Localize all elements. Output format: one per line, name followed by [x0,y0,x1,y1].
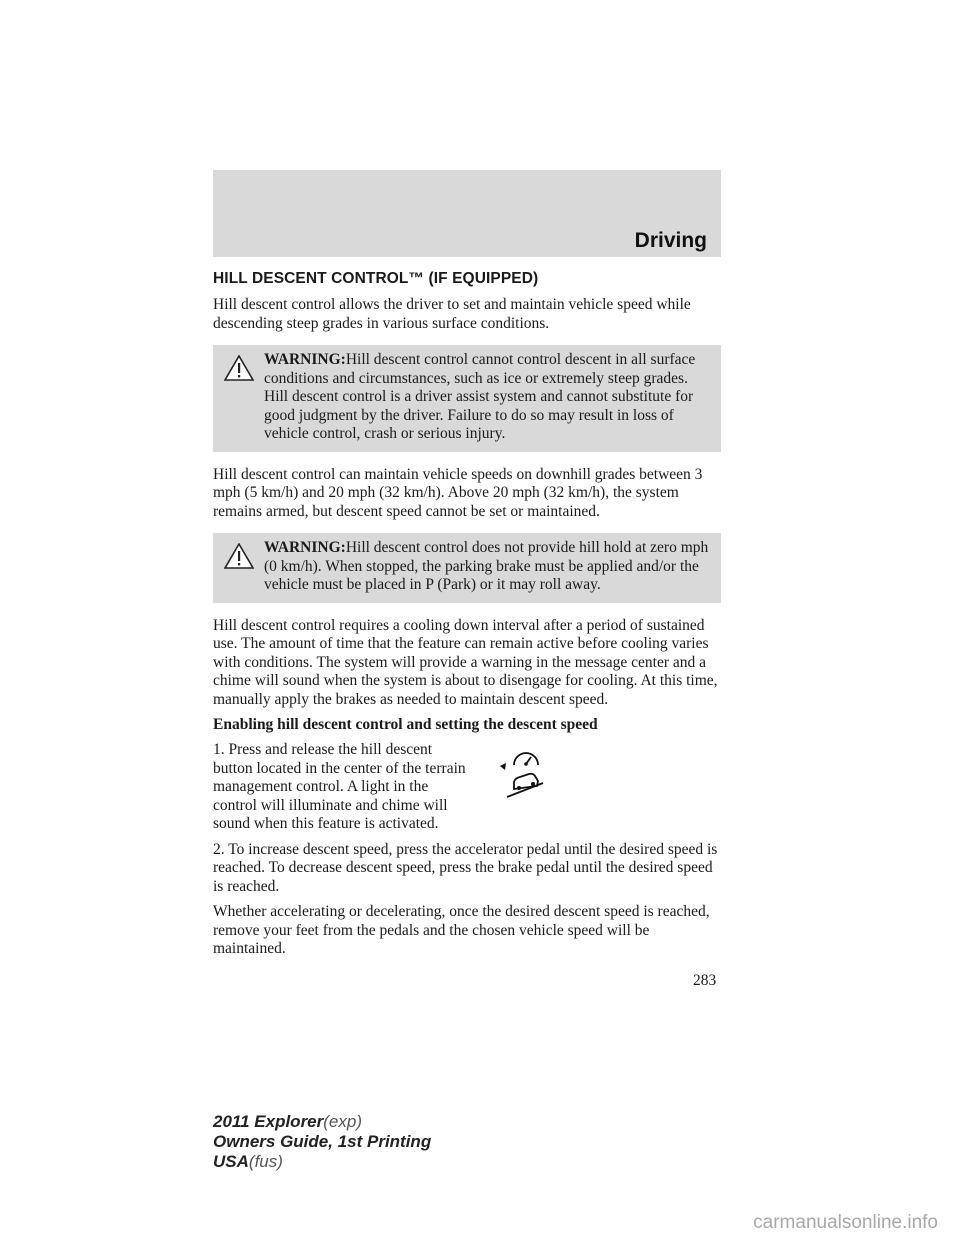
speed-range-paragraph: Hill descent control can maintain vehicle speeds on downhill grades between 3 mph (5 km/h) and 20 mph (32 km/h). Above 20 mph (32 km/h), the system remains armed, but descent speed cannot be set or maintained. [213,465,703,520]
step-1-row [213,741,721,834]
page-title: HILL DESCENT CONTROL™ (IF EQUIPPED) [213,270,539,287]
step-2-text: 2. To increase descent speed, press the accelerator pedal until the desired speed is reached. To decrease descent speed, press the brake pedal until the desired speed is reached. [213,840,718,895]
print-footer [213,1112,431,1172]
warning-box-2 [213,533,721,603]
warning-text: Hill descent control cannot control descent in all surface conditions and circumstances, such as ice or extremely steep grades. Hill descent control is a driver assist system and cannot substitute for good judgment by the driver. Failure to do so may result in loss of vehicle control, crash or serious injury. [264,351,696,442]
maintain-speed-paragraph: Whether accelerating or decelerating, once the desired descent speed is reached, remove your feet from the pedals and the chosen vehicle speed will be maintained. [213,903,710,957]
watermark: carmanualsonline.info [753,1212,938,1233]
hill-descent-control-icon [497,751,545,799]
footer-market-code: (fus) [248,1152,283,1171]
step-1-text: 1. Press and release the hill descent button located in the center of the terrain management control. A light in the control will illuminate and chime will sound when this feature is activated. [213,741,466,832]
footer-guide: Owners Guide, 1st Printing [213,1132,432,1151]
warning-label: WARNING: [264,539,346,556]
footer-market: USA [213,1152,249,1171]
footer-model: 2011 Explorer [213,1112,324,1131]
warning-text: Hill descent control does not provide hill hold at zero mph (0 km/h). When stopped, the parking brake must be applied and/or the vehicle must be placed in P (Park) or it may roll away. [264,539,709,593]
page-content [213,260,721,966]
warning-triangle-icon [224,355,254,381]
section-header-band [213,170,721,257]
enabling-subheading: Enabling hill descent control and setting the descent speed [213,716,598,733]
warning-triangle-icon [224,543,254,569]
section-title-driving: Driving [634,229,707,252]
warning-label: WARNING: [264,351,346,368]
footer-model-code: (exp) [323,1112,362,1131]
warning-box-1 [213,345,721,452]
page-number: 283 [693,972,717,989]
cooling-paragraph: Hill descent control requires a cooling down interval after a period of sustained use. The amount of time that the feature can remain active before cooling varies with conditions. The system will provide a warning in the message center and a chime will sound when the system is about to disengage for cooling. At this time, manually apply the brakes as needed to maintain descent speed. [213,616,718,708]
intro-paragraph: Hill descent control allows the driver to set and maintain vehicle speed while descending steep grades in various surface conditions. [213,296,691,332]
